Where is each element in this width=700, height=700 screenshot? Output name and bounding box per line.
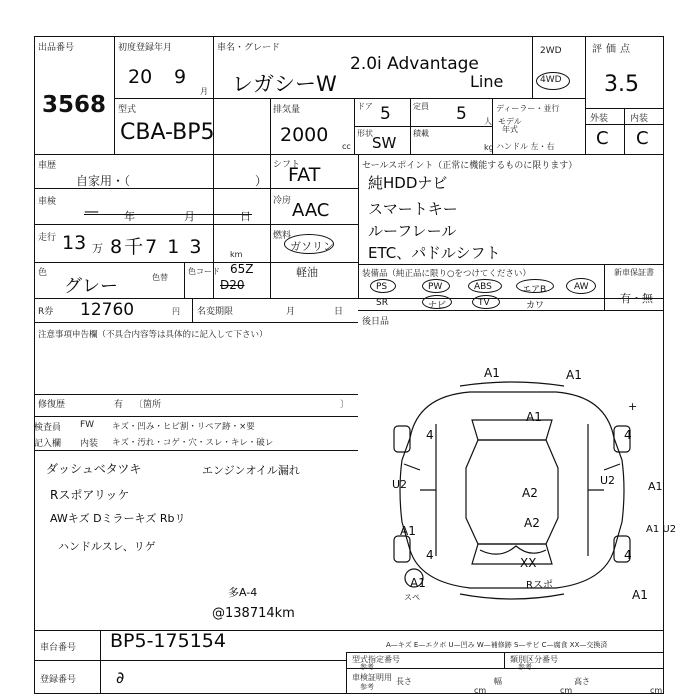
- mileage-label: 走行: [38, 233, 57, 243]
- repair-history-label: 修復歴: [38, 400, 66, 410]
- equipment-label: 装備品（純正品に限り○をつけてください）: [362, 269, 531, 279]
- dealer-label: ディーラー・並行: [496, 104, 560, 113]
- repair-history-value: 有: [114, 400, 124, 410]
- doors-value: 5: [380, 104, 391, 124]
- drive-4wd: 4WD: [540, 75, 562, 85]
- equip-navi-circle: [422, 295, 452, 309]
- exterior-grade: C: [596, 128, 609, 149]
- repair-parts: 〔箇所: [134, 400, 162, 410]
- fw-items: キズ・凹み・ヒビ割・リペア跡・×要: [112, 422, 255, 432]
- first-registration-month: 9: [174, 66, 187, 88]
- height-unit: cm: [650, 686, 663, 695]
- mark-hood: A1: [526, 410, 542, 424]
- warranty-label: 新車保証書: [614, 268, 654, 277]
- history-close-paren: ）: [255, 174, 268, 188]
- shape-value: SW: [372, 134, 397, 152]
- wheel-rl: 4: [426, 548, 434, 562]
- score-label: 評価点: [592, 44, 634, 55]
- mileage-note-1: 多A-4: [228, 586, 258, 599]
- mark-front-left: A1: [484, 366, 500, 380]
- color-code-new: 65Z: [230, 262, 254, 276]
- first-registration-label: 初度登録年月: [118, 43, 173, 53]
- expiry-month: 月: [286, 307, 296, 317]
- inspection-day: 日: [240, 210, 251, 223]
- mileage-man: 13: [62, 232, 87, 254]
- color-code-old: D20: [220, 278, 245, 292]
- mark-rear-roof: A2: [524, 516, 540, 530]
- expiry-label: 名変期限: [197, 307, 234, 317]
- fuel-label: 燃料: [273, 231, 292, 241]
- interior-label: 内装: [630, 114, 649, 124]
- inspection-label: 車検: [38, 197, 57, 207]
- note-line-3: AWキズ Dミラーキズ Rbリ: [50, 512, 186, 525]
- score-value: 3.5: [604, 72, 639, 97]
- selling-point-3: ルーフレール: [368, 222, 457, 240]
- equip-airbag-circle: [516, 279, 554, 293]
- chassis-label: 車台番号: [40, 643, 77, 653]
- ac-value: AAC: [292, 200, 330, 221]
- chassis-number: BP5-175154: [110, 630, 226, 652]
- interior-items: キズ・汚れ・コゲ・穴・スレ・キレ・破レ: [112, 438, 274, 448]
- mark-right-fender: A1: [648, 480, 663, 493]
- handle-label: ハンドル 左・右: [496, 142, 555, 151]
- shape-label: 形状: [357, 129, 373, 138]
- equip-airbag: エアB: [522, 285, 547, 295]
- interior-short-label: 内装: [80, 439, 99, 449]
- inspector-label: 検査員: [34, 423, 62, 433]
- wheel-fl: 4: [426, 428, 434, 442]
- yen-unit: 円: [172, 307, 180, 316]
- equip-pw: PW: [428, 282, 443, 292]
- cert-label: 車検証明用: [352, 673, 392, 682]
- history-label: 車歴: [38, 161, 57, 171]
- type-designation-label: 型式指定番号: [352, 655, 400, 664]
- mark-right-door: A1 U2: [646, 524, 677, 535]
- capacity-value: 5: [456, 104, 467, 124]
- model-code: CBA-BP5: [120, 120, 215, 145]
- color-value: グレー: [64, 276, 118, 297]
- fuel-diesel: 軽油: [296, 266, 318, 279]
- rear-spoiler-note: Rスポ: [526, 580, 553, 591]
- length-unit: cm: [474, 686, 487, 695]
- kg-unit: kg: [484, 143, 494, 152]
- mileage-man-unit: 万: [92, 242, 103, 255]
- color-code-label: 色コード: [188, 267, 220, 276]
- mark-top-right-note: +: [628, 400, 638, 413]
- note-line-1: ダッシュベタツキ: [46, 462, 142, 476]
- doors-label: ドア: [357, 102, 373, 111]
- selling-point-2: スマートキー: [368, 200, 458, 218]
- car-name: レガシーW: [232, 72, 337, 96]
- exterior-label: 外装: [590, 114, 609, 124]
- shift-value: FAT: [288, 164, 321, 186]
- engine-note: エンジンオイル漏れ: [202, 464, 300, 477]
- first-registration-year: 20: [128, 66, 153, 88]
- warranty-value: 有・無: [620, 292, 653, 305]
- height-label: 高さ: [574, 677, 590, 686]
- mark-left-front: U2: [392, 478, 408, 491]
- color-change-label: 色替: [152, 273, 168, 282]
- lot-number: 3568: [42, 92, 107, 118]
- wheel-rr: 4: [624, 548, 632, 562]
- equip-leather: カワ: [526, 301, 545, 311]
- wheel-fr: 4: [624, 428, 632, 442]
- cc-unit: cc: [342, 142, 351, 151]
- displacement-label: 排気量: [273, 105, 301, 115]
- fw-label: FW: [80, 420, 95, 430]
- damage-legend: A—キズ E—エクボ U—凹み W—補修跡 S—サビ C—腐食 XX—交換済: [386, 641, 608, 649]
- equip-abs: ABS: [474, 282, 492, 292]
- equip-sr: SR: [376, 298, 388, 308]
- grade-line-1: 2.0i Advantage: [350, 54, 479, 74]
- inspection-month: 月: [184, 210, 195, 223]
- inspection-year: 年: [124, 210, 135, 223]
- note-line-2: Rスポアリッケ: [50, 488, 130, 502]
- ac-label: 冷房: [273, 196, 292, 206]
- displacement-value: 2000: [280, 124, 329, 146]
- mark-right-rear: A1: [632, 588, 648, 602]
- recycle-label: R券: [38, 307, 54, 317]
- entry-label: 記入欄: [34, 439, 62, 449]
- month-unit: 月: [200, 87, 208, 96]
- person-unit: 人: [484, 117, 492, 126]
- class-number-ref: 参考: [518, 663, 532, 671]
- mileage-rest: 8千7 1 3: [110, 236, 204, 258]
- fuel-gasoline: ガソリン: [290, 240, 334, 253]
- note-line-4: ハンドルスレ、リゲ: [58, 540, 156, 553]
- interior-grade: C: [636, 128, 649, 149]
- equip-ps-circle: [370, 279, 396, 293]
- mark-left-rear: A1: [410, 576, 426, 590]
- caution-label: 注意事項申告欄（不具合内容等は具体的に記入して下さい）: [38, 330, 268, 340]
- model-year-label: 年式: [502, 125, 518, 134]
- mark-left-door: A1: [400, 524, 416, 538]
- registration-label: 登録番号: [40, 675, 77, 685]
- lot-number-label: 出品番号: [38, 43, 75, 53]
- equip-tv-circle: [472, 295, 500, 309]
- equip-pw-circle: [422, 279, 450, 293]
- selling-point-4: ETC、パドルシフト: [368, 244, 501, 262]
- length-label: 長さ: [396, 677, 412, 686]
- grade-line-2: Line: [470, 72, 504, 91]
- equip-navi: ナビ: [428, 301, 447, 311]
- cert-ref: 参考: [360, 683, 374, 691]
- mark-roof: A2: [522, 486, 538, 500]
- spare-label: スペ: [404, 593, 420, 602]
- recycle-value: 12760: [80, 300, 135, 320]
- width-label: 幅: [494, 677, 502, 686]
- mark-right-front: U2: [600, 474, 616, 487]
- mark-rear-window: XX: [520, 556, 537, 570]
- registration-scribble: ∂: [116, 668, 125, 687]
- equip-aw: AW: [574, 282, 589, 292]
- diagram-label: 後日品: [362, 317, 390, 327]
- width-unit: cm: [560, 686, 573, 695]
- shift-label: シフト: [273, 160, 301, 170]
- model-label-2: モデル: [498, 117, 522, 126]
- equip-abs-circle: [468, 279, 502, 293]
- inspection-dash: —: [84, 202, 99, 220]
- selling-points-label: セールスポイント（正常に機能するものに限ります）: [362, 161, 578, 171]
- history-value: 自家用・（: [76, 174, 131, 188]
- mileage-note-2: @138714km: [212, 606, 295, 621]
- capacity-label: 定員: [413, 102, 429, 111]
- inspection-scribble: [84, 214, 252, 215]
- selling-point-1: 純HDDナビ: [368, 174, 448, 192]
- class-number-label: 類別区分番号: [510, 655, 558, 664]
- repair-close: 〕: [340, 400, 350, 410]
- fuel-gasoline-circle: [284, 234, 334, 254]
- expiry-day: 日: [334, 307, 344, 317]
- color-label: 色: [38, 268, 48, 278]
- load-label: 積載: [413, 129, 429, 138]
- equip-ps: PS: [376, 282, 388, 292]
- model-label: 型式: [118, 105, 137, 115]
- equip-tv: TV: [478, 298, 490, 308]
- type-designation-ref: 参考: [360, 663, 374, 671]
- car-name-label: 車名・グレード: [217, 43, 281, 53]
- km-unit: km: [230, 250, 243, 259]
- drive-2wd: 2WD: [540, 46, 562, 56]
- equip-aw-circle: [566, 278, 596, 294]
- mark-front-right: A1: [566, 368, 582, 382]
